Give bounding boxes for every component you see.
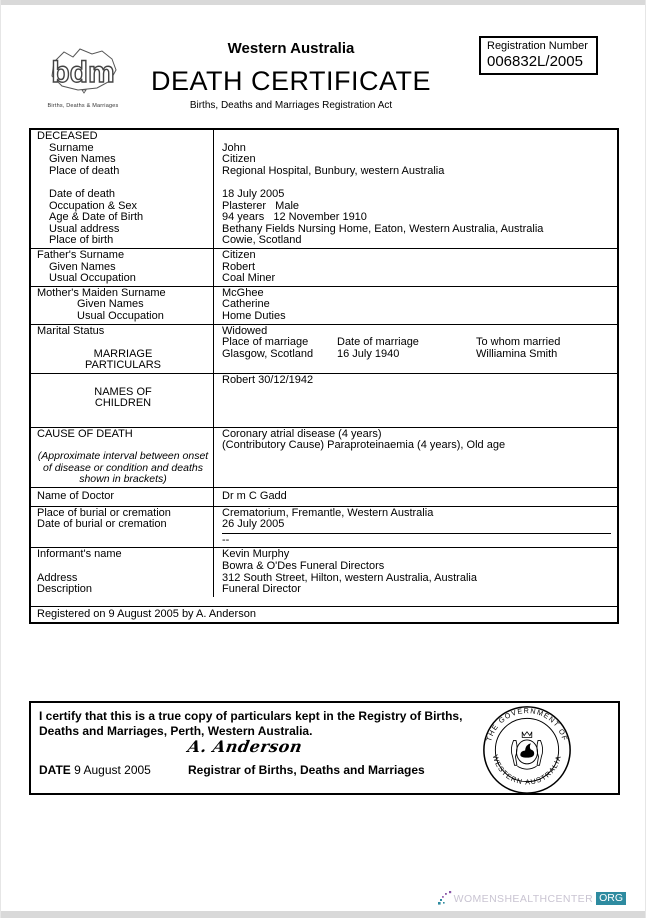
marriage-labels xyxy=(31,325,214,373)
government-seal xyxy=(481,704,573,801)
site-tld-badge: ORG xyxy=(596,892,626,905)
field-value: 26 July 2005 xyxy=(222,518,285,531)
date-label: DATE xyxy=(39,763,71,777)
field-label: Place of marriage xyxy=(222,336,309,349)
cause-labels xyxy=(31,428,214,487)
field-label: Name of Doctor xyxy=(37,489,115,502)
header-titles xyxy=(126,40,456,111)
field-value: Bowra & O'Des Funeral Directors xyxy=(222,559,385,572)
marriage-spouse-col xyxy=(476,337,611,360)
government-seal-icon xyxy=(481,704,573,796)
row-burial xyxy=(31,506,617,548)
field-value: 94 years 12 November 1910 xyxy=(222,211,367,224)
field-value: Plasterer Male xyxy=(222,199,300,212)
field-value: Dr m C Gadd xyxy=(222,489,287,502)
mother-values xyxy=(214,287,617,324)
field-label: Place of burial or cremation xyxy=(37,506,171,519)
document-title: DEATH CERTIFICATE xyxy=(150,66,432,96)
field-value: Robert 30/12/1942 xyxy=(222,373,314,386)
row-mother xyxy=(31,286,617,324)
burial-values xyxy=(214,507,617,548)
field-value: 16 July 1940 xyxy=(337,347,400,360)
field-value: (Contributory Cause) Paraproteinaemia (4 years), Old age xyxy=(222,439,506,452)
field-label: Usual Occupation xyxy=(77,309,164,322)
registration-number-label: Registration Number xyxy=(487,40,588,52)
field-label: Mother's Maiden Surname xyxy=(37,286,166,299)
spacer-line xyxy=(37,561,209,573)
certificate-table xyxy=(29,128,619,624)
svg-text:bdm: bdm xyxy=(51,56,115,89)
registrar-title: Registrar of Births, Deaths and Marriages xyxy=(188,763,425,777)
field-label: Usual address xyxy=(49,222,120,235)
registrar-signature: A. Anderson xyxy=(186,737,304,756)
informant-labels xyxy=(31,548,214,596)
field-value: Catherine xyxy=(222,298,270,311)
section-label: MARRIAGE xyxy=(93,347,153,360)
row-registered xyxy=(31,606,617,623)
field-label: Given Names xyxy=(49,153,116,166)
marriage-subcolumns xyxy=(222,337,611,360)
doctor-value xyxy=(214,488,617,506)
site-swoosh-icon xyxy=(437,890,454,907)
field-value: 312 South Street, Hilton, western Australia, Australia xyxy=(222,571,477,584)
field-value: Coronary atrial disease (4 years) xyxy=(222,427,382,440)
bdm-logo-icon xyxy=(40,46,126,98)
row-informant xyxy=(31,547,617,605)
registration-number-box xyxy=(479,36,598,75)
burial-labels xyxy=(31,507,214,548)
row-children xyxy=(31,373,617,427)
row-cause-of-death xyxy=(31,427,617,487)
bdm-logo xyxy=(37,46,129,109)
field-value: Cowie, Scotland xyxy=(222,234,302,247)
act-subtitle: Births, Deaths and Marriages Registration Act xyxy=(189,100,393,111)
field-value: Robert xyxy=(222,260,256,273)
page-bottom-edge xyxy=(1,911,645,918)
section-label: CAUSE OF DEATH xyxy=(37,427,133,440)
marriage-values xyxy=(214,325,617,373)
field-label: Date of marriage xyxy=(337,336,419,349)
cause-values xyxy=(214,428,617,487)
burial-separator xyxy=(222,533,611,547)
spacer-line xyxy=(222,131,611,143)
certification-box xyxy=(29,701,620,795)
field-label: Place of death xyxy=(49,164,120,177)
bdm-logo-caption: Births, Deaths & Marriages xyxy=(47,103,119,109)
children-labels xyxy=(31,374,214,427)
row-father xyxy=(31,248,617,286)
site-name: WOMENSHEALTHCENTER xyxy=(453,892,594,905)
marriage-date-col xyxy=(337,337,476,360)
field-value: Williamina Smith xyxy=(476,347,558,360)
informant-values xyxy=(214,548,617,596)
field-label: Given Names xyxy=(49,260,116,273)
field-label: Address xyxy=(37,571,78,584)
field-label: Occupation & Sex xyxy=(49,199,138,212)
field-label: Place of birth xyxy=(49,234,114,247)
registered-cell xyxy=(31,607,617,623)
field-label: Date of burial or cremation xyxy=(37,518,167,531)
field-value: Glasgow, Scotland xyxy=(222,347,314,360)
field-value: Coal Miner xyxy=(222,272,276,285)
field-label: To whom married xyxy=(476,336,561,349)
field-value: 18 July 2005 xyxy=(222,187,285,200)
marriage-place-col xyxy=(222,337,337,360)
site-watermark xyxy=(437,890,626,907)
cause-note: (Approximate interval between onset of disease or condition and deaths shown in brackets) xyxy=(37,450,209,486)
seal-bottom-text: WESTERN AUSTRALIA xyxy=(490,753,564,787)
registration-number-value: 006832L/2005 xyxy=(487,53,583,70)
field-label: Marital Status xyxy=(37,324,105,337)
field-label: Date of death xyxy=(49,187,116,200)
father-labels xyxy=(31,249,214,286)
field-value: Funeral Director xyxy=(222,583,301,596)
field-value: Citizen xyxy=(222,153,256,166)
field-value: Bethany Fields Nursing Home, Eaton, Western Australia, Australia xyxy=(222,222,544,235)
field-value: Home Duties xyxy=(222,309,286,322)
field-label: Age & Date of Birth xyxy=(49,211,144,224)
registered-text: Registered on 9 August 2005 by A. Anderson xyxy=(37,607,256,620)
certification-date xyxy=(39,763,151,777)
row-doctor xyxy=(31,487,617,506)
field-value: -- xyxy=(222,533,230,546)
mother-labels xyxy=(31,287,214,324)
field-value: Widowed xyxy=(222,324,268,337)
spacer-line xyxy=(37,337,209,349)
father-values xyxy=(214,249,617,286)
deceased-values xyxy=(214,130,617,248)
field-label: Father's Surname xyxy=(37,248,125,261)
field-value: John xyxy=(222,141,246,154)
field-value: Regional Hospital, Bunbury, western Australia xyxy=(222,164,445,177)
page-top-edge xyxy=(1,0,645,5)
field-value: Crematorium, Fremantle, Western Australia xyxy=(222,506,434,519)
field-label: Surname xyxy=(49,141,94,154)
svg-text:WESTERN AUSTRALIA xyxy=(491,754,563,787)
field-label: Informant's name xyxy=(37,548,122,561)
field-value: Kevin Murphy xyxy=(222,548,290,561)
section-label: CHILDREN xyxy=(94,397,152,410)
doctor-label xyxy=(31,488,214,506)
section-label: PARTICULARS xyxy=(84,359,161,372)
field-label: Usual Occupation xyxy=(49,272,136,285)
field-label: Description xyxy=(37,583,93,596)
section-label: DECEASED xyxy=(37,130,98,142)
certification-statement: I certify that this is a true copy of particulars kept in the Registry of Births, Deaths and Marriages, Perth, Western Australia. xyxy=(39,709,463,738)
field-value: McGhee xyxy=(222,286,264,299)
children-values xyxy=(214,374,617,427)
section-label: NAMES OF xyxy=(94,385,152,398)
date-value: 9 August 2005 xyxy=(74,763,151,777)
field-value: Citizen xyxy=(222,248,256,261)
region-title: Western Australia xyxy=(227,40,355,57)
field-label: Given Names xyxy=(77,298,144,311)
row-marriage xyxy=(31,324,617,373)
seal-top-text: THE GOVERNMENT OF xyxy=(485,707,569,743)
row-deceased xyxy=(31,130,617,248)
deceased-labels xyxy=(31,130,214,248)
